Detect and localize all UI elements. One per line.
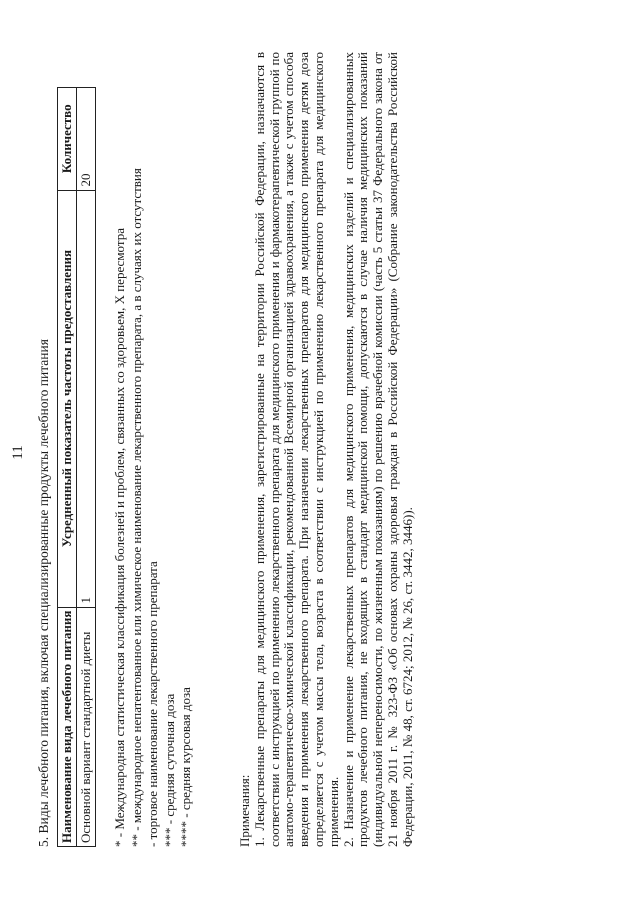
footnote-icd: * - Международная статистическая классификация болезней и проблем, связанных со здоровьем, X пересмотра [112, 228, 127, 847]
cell-quantity: 20 [77, 88, 96, 191]
footnote-daily-dose: *** - средняя суточная доза [161, 693, 177, 847]
note-item-2: 2. Назначение и применение лекарственных препаратов для медицинского применения, медицинских изделий и специализированных продуктов лечебного питания, не входящих в стандарт медицинской помощи, допускаются в случае наличия медицинских показаний (индивидуальной непереносимости, по жизненным показаниям) по решению врачебной комиссии (часть 5 статьи 37 Федерального закона от 21 ноября 2011 г. № 323-ФЗ «Об основах охраны здоровья граждан в Российской Федерации» (Собрание законодательства Российской Федерации, 2011, № 48, ст. 6724; 2012, № 26, ст. 3442, 3446)). [340, 52, 415, 847]
section-heading: 5. Виды лечебного питания, включая специализированные продукты лечебного питания [36, 339, 51, 847]
footnotes [112, 168, 195, 847]
page-number: 11 [10, 445, 26, 460]
footnote-trade-name: - торговое наименование лекарственного препарата [145, 561, 160, 847]
notes-title: Примечания: [237, 774, 252, 847]
header-quantity: Количество [58, 88, 77, 191]
notes-section [238, 52, 416, 847]
table-row [77, 88, 96, 847]
header-diet-type: Наименование вида лечебного питания [58, 607, 77, 846]
note-item-1: 1. Лекарственные препараты для медицинского применения, зарегистрированные на территории Российской Федерации, назначаются в соответствии с инструкцией по применению лекарственного препарата для медицинского применения и фармакотерапевтической группой по анатомо-терапевтическо-химической классификации, рекомендованной Всемирной организацией здравоохранения, а также с учетом способа введения и применения лекарственного препарата. При назначении лекарственных препаратов для медицинского применения детям доза определяется с учетом массы тела, возраста в соответствии с инструкцией по применению лекарственного препарата для медицинского применения. [251, 52, 341, 847]
diet-table [57, 87, 96, 847]
table-header-row [58, 88, 77, 847]
footnote-course-dose: **** - средняя курсовая доза [178, 687, 193, 847]
cell-diet-type: Основной вариант стандартной диеты [77, 607, 96, 846]
header-frequency: Усредненный показатель частоты предоставления [58, 190, 77, 607]
footnote-inn: ** - международное непатентованное или химическое наименование лекарственного препарата, а в случаях их отсутствия [128, 168, 144, 847]
cell-frequency: 1 [77, 190, 96, 607]
